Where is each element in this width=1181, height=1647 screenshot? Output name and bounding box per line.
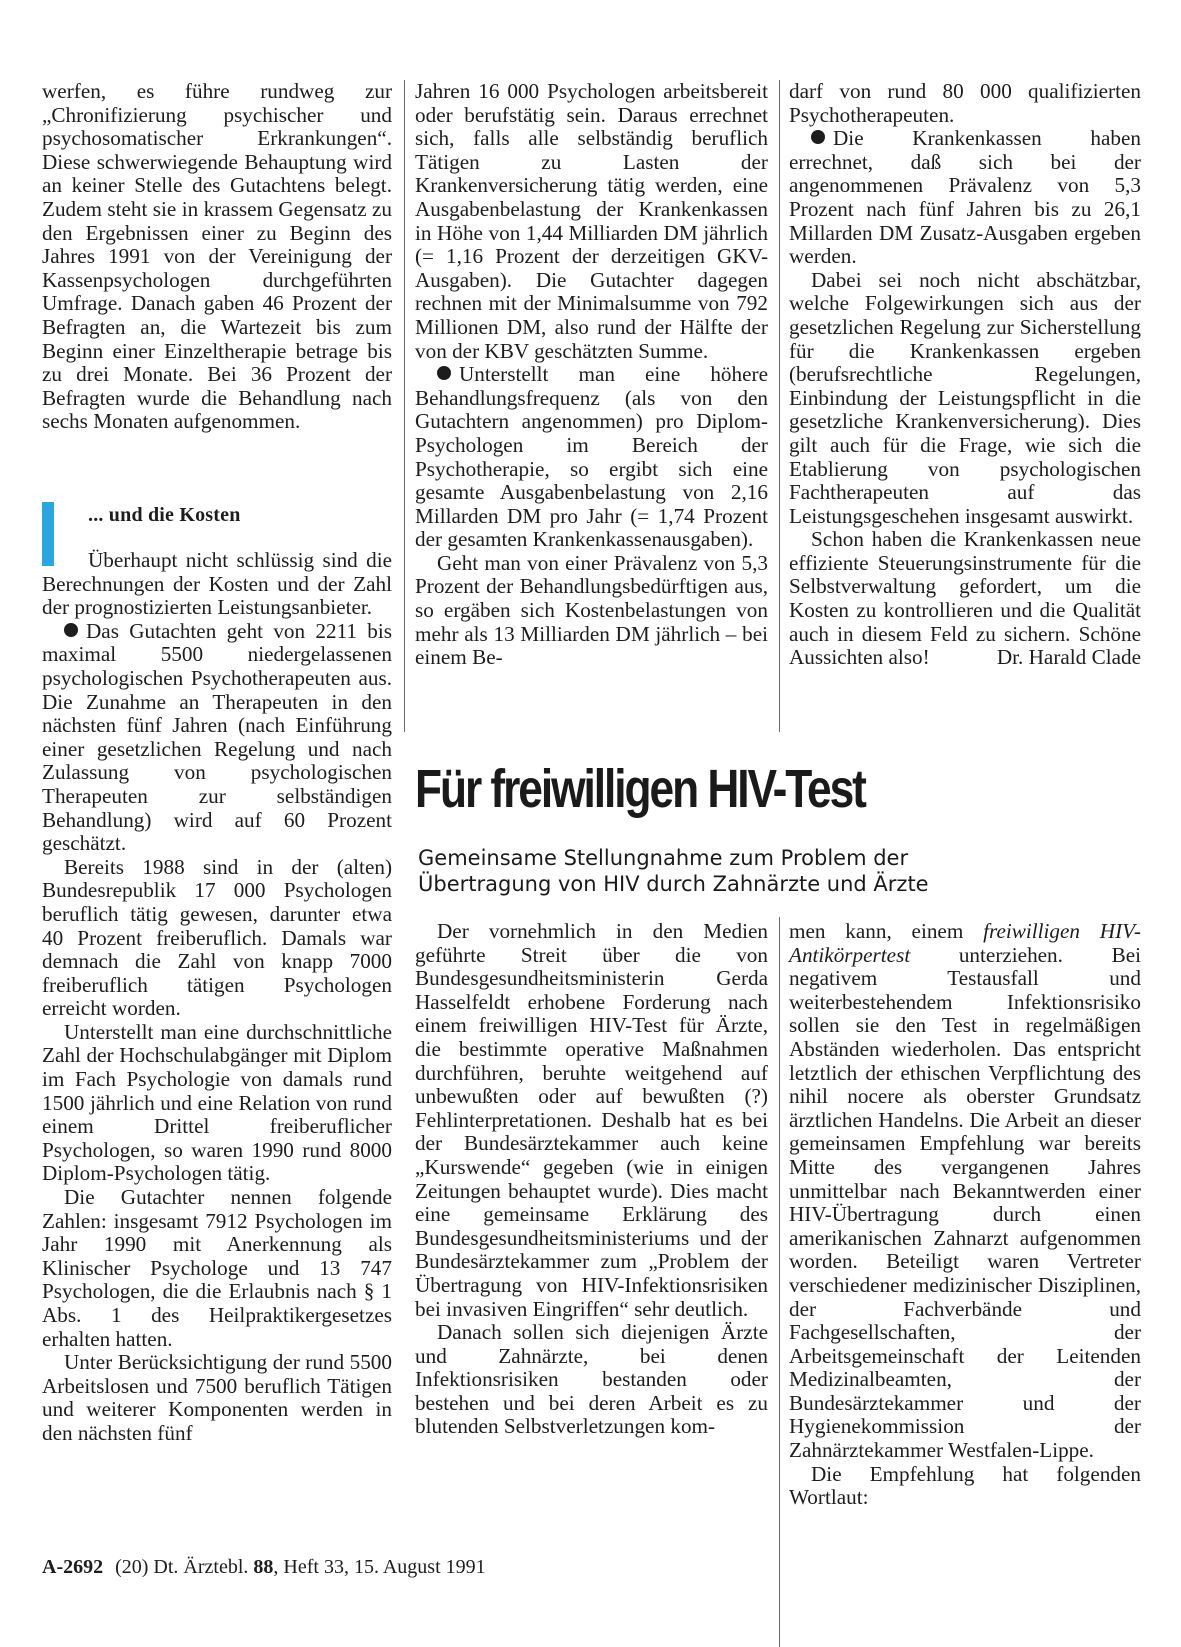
paragraph: Jahren 16 000 Psychologen arbeitsbereit oder berufstätig sein. Daraus errechnet sich, falls alle selbständig beruflich Tätigen zu Lasten der Krankenversicherung tätig werden, eine Ausgabenbelastung der Krankenkassen in Höhe von 1,44 Milliarden DM jährlich (= 1,16 Prozent der derzeitigen GKV-Ausgaben). Die Gutachter dagegen rechnen mit der Minimalsumme von 792 Millionen DM, also rund der Hälfte der von der KBV geschätzten Summe. [415,79,768,363]
bullet-paragraph [415,363,768,552]
column-2-top [415,80,768,670]
footer-citation: (20) Dt. Ärztebl. [115,1556,254,1578]
column-3-bottom [789,920,1141,1510]
column-1-top [42,80,392,434]
paragraph-text: men kann, einem [789,919,984,943]
column-3-top [789,80,1141,670]
column-2-bottom [415,920,768,1439]
page-number: A-2692 [42,1556,104,1578]
paragraph [789,920,1141,1463]
bullet-icon [437,366,451,380]
paragraph: darf von rund 80 000 qualifizierten Psychotherapeuten. [789,79,1141,127]
bullet-icon [811,130,825,144]
column-rule-1 [404,80,405,732]
article-headline: Für freiwilligen HIV-Test [415,759,865,819]
paragraph-text: Die Krankenkassen haben errechnet, daß sich bei der angenommenen Prävalenz von 5,3 Prozent nach fünf Jahren bis zu 26,1 Millarden DM Zusatz-Ausgaben ergeben werden. [789,126,1141,269]
footer-volume: 88 [253,1556,274,1578]
paragraph-text: Schon haben die Krankenkassen neue effiziente Steuerungsinstrumente für die Selbstverwaltung gefordert, um die Kosten zu kontrollieren und die Qualität auch in diesem Feld zu sichern. Schöne Aussichten also! [789,527,1141,670]
paragraph: werfen, es führe rundweg zur „Chronifizierung psychischer und psychosomatischer Erkrankungen“. Diese schwerwiegende Behauptung wird an keiner Stelle des Gutachtens belegt. Zudem steht sie in krassem Gegensatz zu den Ergebnissen einer zu Beginn des Jahres 1991 von der Vereinigung der Kassenpsychologen durchgeführten Umfrage. Danach gaben 46 Prozent der Befragten an, die Wartezeit bis zum Beginn einer Einzeltherapie betrage bis zu drei Monate. Bei 36 Prozent der Befragten wurde die Behandlung nach sechs Monaten aufgenommen. [42,79,392,434]
paragraph: Bereits 1988 sind in der (alten) Bundesrepublik 17 000 Psychologen beruflich tätig gewesen, darunter etwa 40 Prozent freiberuflich. Damals war demnach die Zahl von knapp 7000 freiberuflich tätigen Psychologen erreicht worden. [42,854,392,1021]
column-rule-3 [779,917,780,1647]
column-1-bottom [42,549,392,1446]
paragraph: Der vornehmlich in den Medien geführte Streit über die von Bundesgesundheitsministerin Gerda Hasselfeldt erhobene Forderung nach einem freiwilligen HIV-Test für Ärzte, die bestimmte operative Maßnahmen durchführen, beruhte weitgehend auf unbewußten oder auf bewußten (?) Fehlinterpretationen. Deshalb hat es bei der Bundesärztekammer auch keine „Kurswende“ gegeben (wie in einigen Zeitungen behauptet wurde). Dies macht eine gemeinsame Erklärung des Bundesgesundheitsministeriums und der Bundesärztekammer zum „Problem der Übertragung von HIV-Infektionsrisiken bei invasiven Eingriffen“ sehr deutlich. [415,919,768,1321]
paragraph: Die Empfehlung hat folgenden Wortlaut: [789,1461,1141,1510]
paragraph: Die Gutachter nennen folgende Zahlen: insgesamt 7912 Psychologen im Jahr 1990 mit Anerkennung als Klinischer Psychologe und 13 747 Psychologen, die die Erlaubnis nach § 1 Abs. 1 des Heilpraktikergesetzes erhalten hatten. [42,1185,392,1351]
paragraph-text: Unterstellt man eine höhere Behandlungsfrequenz (als von den Gutachtern angenommen) pro Diplom-Psychologen im Bereich der Psychotherapie, so ergibt sich eine gesamte Ausgabenbelastung von 2,16 Millarden DM pro Jahr (= 1,74 Prozent der gesamten Krankenkassenausgaben). [415,362,768,552]
paragraph [789,528,1141,670]
paragraph: Geht man von einer Prävalenz von 5,3 Prozent der Behandlungsbedürftigen aus, so ergäben sich Kostenbelastungen von mehr als 13 Milliarden DM jährlich – bei einem Be- [415,550,768,670]
paragraph: Danach sollen sich diejenigen Ärzte und Zahnärzte, bei denen Infektionsrisiken bestanden oder bestehen und bei deren Arbeit es zu blutenden Selbstverletzungen kom- [415,1320,768,1439]
page-footer [42,1556,486,1579]
author-signature: Dr. Harald Clade [996,645,1141,670]
subheadline-line: Gemeinsame Stellungnahme zum Problem der [418,846,909,870]
article-subheadline [418,845,1158,897]
column-rule-2 [779,80,780,732]
paragraph-text: unterziehen. Bei negativem Testausfall und weiterbestehendem Infektionsrisiko sollen sie den Test in regelmäßigen Abständen wiederholen. Das entspricht letztlich der ethischen Verpflichtung des nihil nocere als oberster Grundsatz ärztlichen Handelns. Die Arbeit an dieser gemeinsamen Empfehlung war bereits Mitte des vergangenen Jahres unmittelbar nach Bekanntwerden einer HIV-Übertragung durch einen amerikanischen Zahnarzt aufgenommen worden. Beteiligt waren Vertreter verschiedener medizinischer Disziplinen, der Fachverbände und Fachgesellschaften, der Arbeitsgemeinschaft der Leitenden Medizinalbeamten, der Bundesärztekammer und der Hygienekommission der Zahnärztekammer Westfalen-Lippe. [789,942,1141,1463]
bullet-icon [64,623,78,637]
paragraph: Überhaupt nicht schlüssig sind die Berechnungen der Kosten und der Zahl der prognostizierten Leistungsanbieter. [42,548,392,620]
paragraph: Unterstellt man eine durchschnittliche Zahl der Hochschulabgänger mit Diplom im Fach Psychologie von damals rund 1500 jährlich und eine Relation von rund einem Drittel freiberuflicher Psychologen, so waren 1990 rund 8000 Diplom-Psychologen tätig. [42,1019,392,1186]
bullet-paragraph [789,127,1141,269]
paragraph: Unter Berücksichtigung der rund 5500 Arbeitslosen und 7500 beruflich Tätigen und weiterer Komponenten werden in den nächsten fünf [42,1350,392,1445]
paragraph: Dabei sei noch nicht abschätzbar, welche Folgewirkungen sich aus der gesetzlichen Regelung zur Sicherstellung für die Krankenkassen ergeben (berufsrechtliche Regelungen, Einbindung der Leistungspflicht in die gesetzliche Krankenversicherung). Dies gilt auch für die Frage, wie sich die Etablierung von psychologischen Fachtherapeuten auf das Leistungsgeschehen insgesamt auswirkt. [789,267,1141,528]
footer-issue: , Heft 33, 15. August 1991 [273,1556,486,1578]
subheadline-line: Übertragung von HIV durch Zahnärzte und Ärzte [418,872,929,896]
emphasis-text: freiwilligen HIV-Antikörpertest [789,919,1141,967]
section-heading: ... und die Kosten [88,504,241,526]
bullet-paragraph [42,620,392,856]
paragraph-text: Das Gutachten geht von 2211 bis maximal 5500 niedergelassenen psychologischen Psychotherapeuten aus. Die Zunahme an Therapeuten in den nächsten fünf Jahren (nach Einführung einer gesetzlichen Regelung und nach Zulassung von psychologischen Therapeuten zur selbständigen Behandlung) wird auf 60 Prozent geschätzt. [42,618,392,856]
